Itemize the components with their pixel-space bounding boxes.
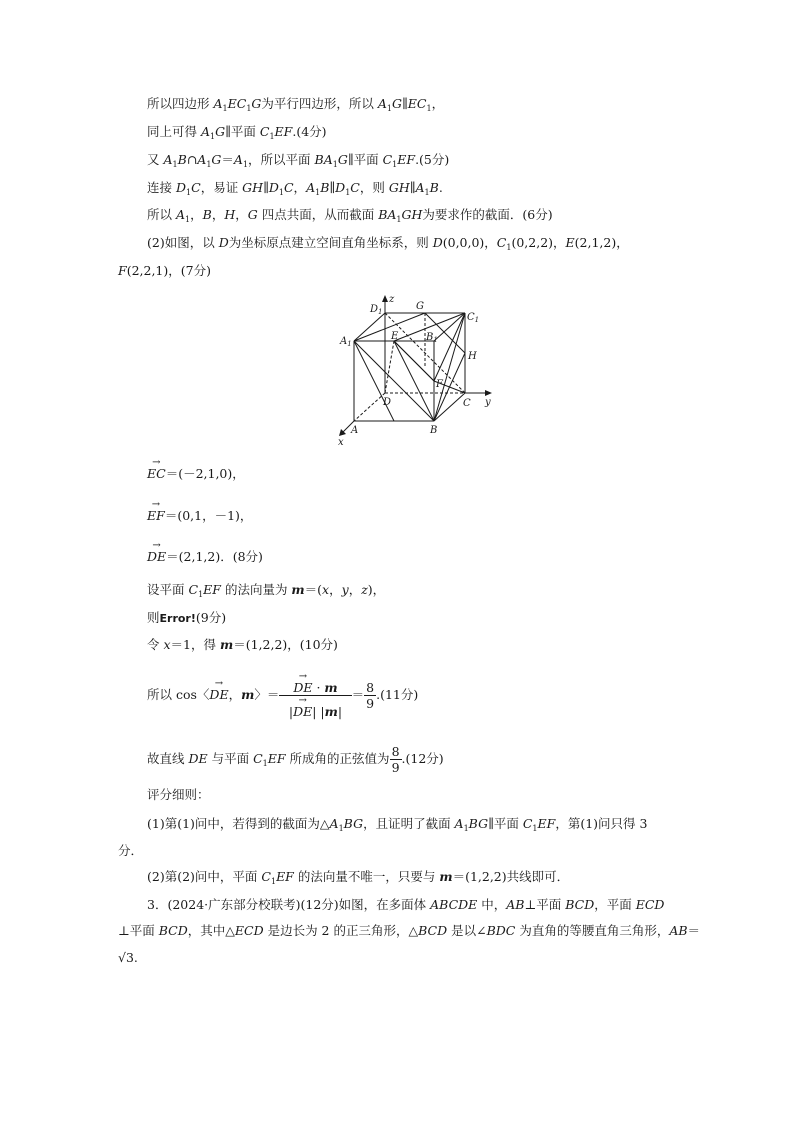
label-g: G [416, 301, 424, 312]
label-y: y [485, 397, 491, 408]
cos-fraction: → $\frac{DE \cdot m}{|\to DE| |m|}$ [279, 672, 351, 719]
rubric-item-1: (1)第(1)问中，若得到的截面为$\triangle A_1BG$，且证明了截面 $A_1BG\parallel$平面 $C_1EF$，第(1)问只得 3 [147, 816, 648, 833]
line-e-f-2 [394, 341, 434, 381]
label-a1: $A_1$ [340, 336, 352, 348]
label-a: A [351, 425, 359, 436]
let-line: 令 x＝1，得 m＝(1,2,2)，(10分) [147, 637, 338, 652]
hidden-line-d-e [385, 341, 394, 393]
label-d: D [383, 397, 392, 408]
line-e-b [394, 341, 434, 421]
question-3-line-1: 3．(2024·广东部分校联考)(12分)如图，在多面体 ABCDE 中，AB⊥平面 BCD，平面 ECD [147, 897, 665, 912]
rubric-item-1-cont: 分． [118, 843, 144, 858]
y-arrow [485, 390, 492, 396]
cos-line: 所以 cos〈→ DE，m〉＝ → $\frac{DE \cdot m}{|\to DE| |m|}$ ＝ $\frac{8}{9}$ .(11分) [147, 672, 418, 719]
error-text: Error! [159, 612, 196, 625]
label-x: x [338, 437, 344, 448]
cos-value: $\frac{8}{9}$ [366, 680, 375, 711]
label-d1: $D_1$ [370, 304, 383, 316]
line-a1-b [354, 341, 434, 421]
line-a1-mid [354, 341, 394, 421]
text-line-5: 所以 $A_1$，B，H，G 四点共面，从而截面 $BA_1GH$为要求作的截面．(6分) [147, 207, 553, 224]
vector-ef: → EF＝(0,1，－1)， [147, 507, 252, 525]
text-line-2: 同上可得 $A_1G\parallel$平面 $C_1EF.(4$分) [147, 124, 327, 141]
text-line-3: 又 $A_1B\cap A_1G=A_1$，所以平面 $BA_1G\parallel$平面 $C_1EF.(5$分) [147, 152, 450, 169]
label-b1: $B_1$ [426, 332, 438, 344]
vector-ec: → EC＝(－2,1,0)， [147, 465, 245, 483]
edge-a1-d1 [354, 313, 385, 341]
vector-de: → DE＝(2,1,2)．(8分) [147, 548, 263, 566]
hidden-edge-d-a [354, 393, 385, 421]
label-h: H [468, 351, 477, 362]
question-3-line-3: √3. [118, 950, 138, 965]
text-line-7: F(2,2,1)，(7分) [118, 263, 211, 278]
then-line: 则Error!(9分) [147, 610, 227, 625]
text-line-4: 连接 $D_1C$，易证 $GH\parallel D_1C$，$A_1B\parallel D_1C$，则 $GH\parallel A_1B$. [147, 180, 443, 197]
sin-value: $\frac{8}{9}$ [391, 744, 400, 775]
label-b: B [430, 425, 438, 436]
label-e: E [391, 331, 399, 342]
rubric-item-2: (2)第(2)问中，平面 $C_1EF$ 的法向量不唯一，只要与 m＝(1,2,2)共线即可． [147, 869, 570, 886]
normal-vector-line: 设平面 $C_1EF$ 的法向量为 m＝(x，y，z)， [147, 582, 386, 599]
label-c: C [463, 398, 471, 409]
question-3-line-2: ⊥平面 BCD，其中△ECD 是边长为 2 的正三角形，△BCD 是以∠BDC 为直角的等腰直角三角形，AB＝ [118, 923, 701, 938]
edge-c-b [434, 393, 465, 421]
label-f: F [436, 379, 443, 390]
z-arrow [382, 295, 388, 302]
text-line-1: 所以四边形 $A_1EC_1G$为平行四边形，所以 $A_1G\parallel EC_1$， [147, 96, 445, 113]
cube-diagram [330, 293, 500, 448]
rubric-heading: 评分细则： [147, 787, 210, 802]
sin-line: 故直线 DE 与平面 $C_1EF$ 所成角的正弦值为 $\frac{8}{9}$ .(12分) [147, 744, 444, 775]
label-c1: $C_1$ [467, 312, 480, 324]
text-line-6: (2)如图，以 D为坐标原点建立空间直角坐标系，则 D(0,0,0)，$C_1(0,2,2)$，E(2,1,2)， [147, 235, 629, 252]
label-z: z [389, 294, 395, 305]
